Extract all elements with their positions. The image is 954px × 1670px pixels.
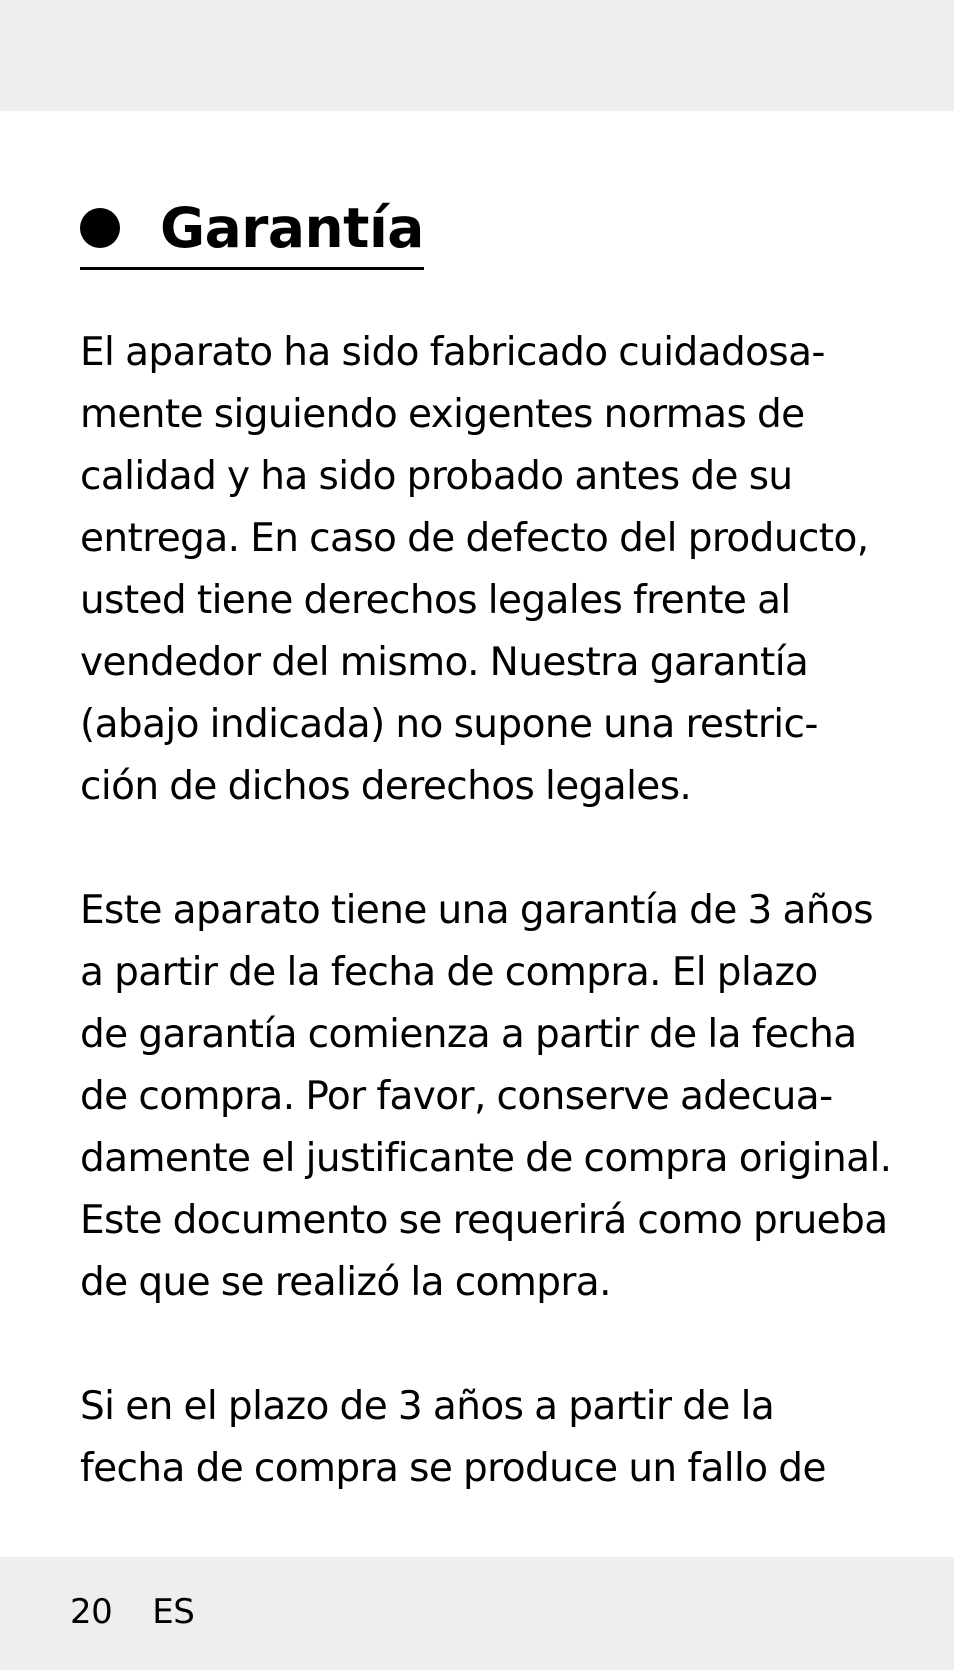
section-heading [80, 195, 424, 270]
text-line: fecha de compra se produce un fallo de [80, 1446, 826, 1491]
paragraph-1 [80, 322, 900, 818]
text-line: a partir de la fecha de compra. El plazo [80, 950, 818, 995]
text-line: vendedor del mismo. Nuestra garantía [80, 640, 809, 685]
text-line: Este documento se requerirá como prueba [80, 1198, 888, 1243]
text-line: de compra. Por favor, conserve adecua- [80, 1074, 833, 1119]
document-page [80, 195, 900, 1500]
section-title: Garantía [160, 196, 424, 260]
text-line: de garantía comienza a partir de la fecha [80, 1012, 857, 1057]
page-footer [70, 1591, 194, 1633]
text-line: damente el justificante de compra original. [80, 1136, 892, 1181]
text-line: de que se realizó la compra. [80, 1260, 611, 1305]
text-line: calidad y ha sido probado antes de su [80, 454, 793, 499]
language-code: ES [152, 1592, 195, 1632]
text-line: usted tiene derechos legales frente al [80, 578, 791, 623]
text-line: Si en el plazo de 3 años a partir de la [80, 1384, 775, 1429]
top-margin-band [0, 0, 954, 111]
bullet-icon [80, 208, 120, 248]
text-line: (abajo indicada) no supone una restric- [80, 702, 818, 747]
paragraph-2 [80, 880, 900, 1314]
paragraph-3 [80, 1376, 900, 1500]
page-number: 20 [70, 1592, 113, 1632]
text-line: ción de dichos derechos legales. [80, 764, 692, 809]
text-line: El aparato ha sido fabricado cuidadosa- [80, 330, 825, 375]
text-line: mente siguiendo exigentes normas de [80, 392, 805, 437]
text-line: entrega. En caso de defecto del producto, [80, 516, 869, 561]
text-line: Este aparato tiene una garantía de 3 años [80, 888, 873, 933]
